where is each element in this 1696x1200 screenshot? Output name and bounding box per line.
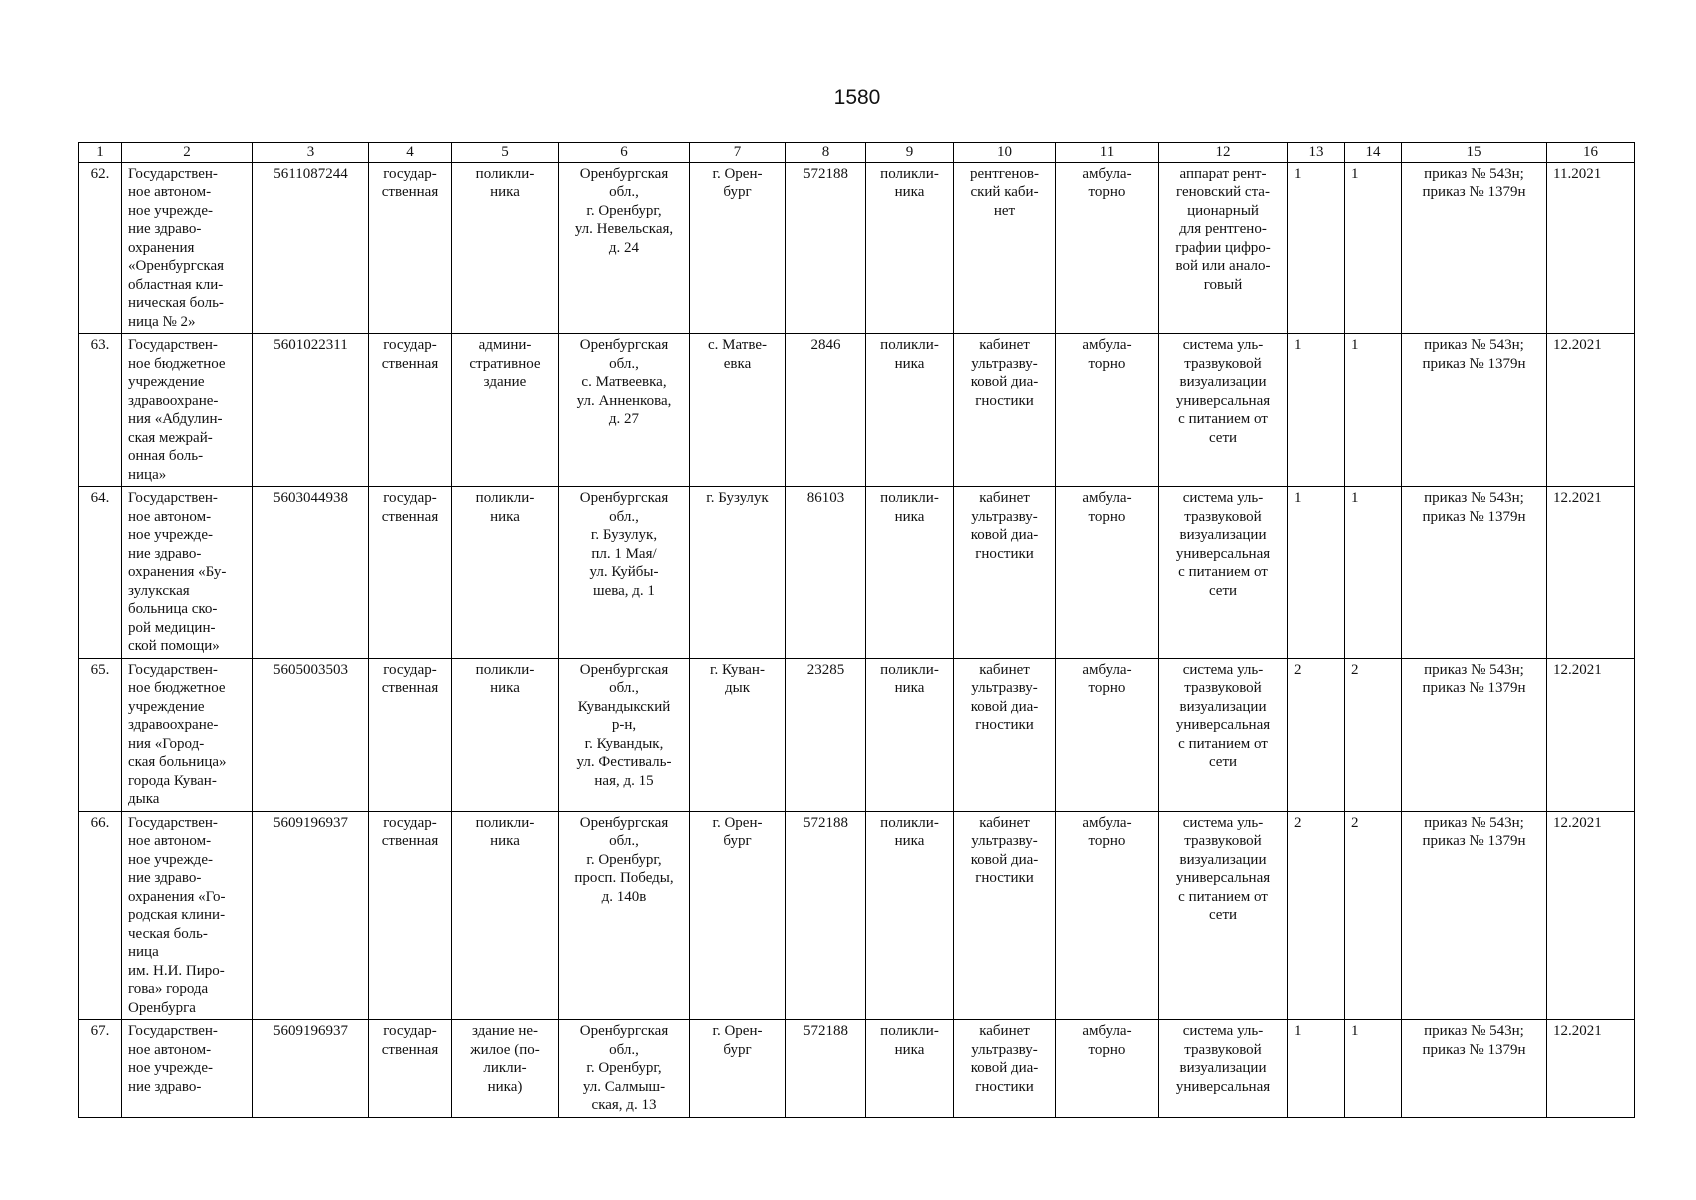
date: 12.2021	[1547, 1020, 1635, 1118]
column-header: 2	[122, 143, 253, 163]
equipment: система уль- тразвуковой визуализации универсальная с питанием от сети	[1159, 658, 1288, 811]
equipment: система уль- тразвуковой визуализации универсальная с питанием от сети	[1159, 334, 1288, 487]
unit: поликли- ника	[866, 811, 954, 1020]
ownership: государ- ственная	[369, 334, 452, 487]
care-type: амбула- торно	[1056, 658, 1159, 811]
building-type: админи- стративное здание	[452, 334, 559, 487]
care-type: амбула- торно	[1056, 1020, 1159, 1118]
room: кабинет ультразву- ковой диа- гностики	[954, 487, 1056, 659]
orders: приказ № 543н; приказ № 1379н	[1402, 658, 1547, 811]
quantity-14: 1	[1345, 334, 1402, 487]
locality: г. Орен- бург	[690, 1020, 786, 1118]
orders: приказ № 543н; приказ № 1379н	[1402, 811, 1547, 1020]
orders: приказ № 543н; приказ № 1379н	[1402, 162, 1547, 334]
quantity-13: 1	[1288, 162, 1345, 334]
date: 12.2021	[1547, 334, 1635, 487]
locality: г. Куван- дык	[690, 658, 786, 811]
date: 11.2021	[1547, 162, 1635, 334]
column-header: 7	[690, 143, 786, 163]
header-row	[79, 143, 1635, 163]
row-number: 65.	[79, 658, 122, 811]
inn: 5601022311	[253, 334, 369, 487]
ownership: государ- ственная	[369, 162, 452, 334]
orders: приказ № 543н; приказ № 1379н	[1402, 334, 1547, 487]
building-type: поликли- ника	[452, 487, 559, 659]
locality: с. Матве- евка	[690, 334, 786, 487]
column-header: 6	[559, 143, 690, 163]
care-type: амбула- торно	[1056, 334, 1159, 487]
column-header: 12	[1159, 143, 1288, 163]
unit: поликли- ника	[866, 1020, 954, 1118]
column-header: 9	[866, 143, 954, 163]
column-header: 13	[1288, 143, 1345, 163]
locality: г. Орен- бург	[690, 162, 786, 334]
quantity-14: 1	[1345, 162, 1402, 334]
building-type: здание не- жилое (по- ликли- ника)	[452, 1020, 559, 1118]
care-type: амбула- торно	[1056, 162, 1159, 334]
row-number: 67.	[79, 1020, 122, 1118]
table-row	[79, 334, 1635, 487]
room: кабинет ультразву- ковой диа- гностики	[954, 811, 1056, 1020]
registry-table	[78, 142, 1635, 1118]
row-number: 64.	[79, 487, 122, 659]
date: 12.2021	[1547, 658, 1635, 811]
orders: приказ № 543н; приказ № 1379н	[1402, 487, 1547, 659]
building-type: поликли- ника	[452, 658, 559, 811]
room: кабинет ультразву- ковой диа- гностики	[954, 334, 1056, 487]
population: 572188	[786, 1020, 866, 1118]
care-type: амбула- торно	[1056, 811, 1159, 1020]
table-row	[79, 487, 1635, 659]
inn: 5605003503	[253, 658, 369, 811]
ownership: государ- ственная	[369, 658, 452, 811]
unit: поликли- ника	[866, 487, 954, 659]
column-header: 15	[1402, 143, 1547, 163]
organization-name: Государствен- ное автоном- ное учрежде- ние здраво- охранения «Го- родская клини- ческая боль- ница им. Н.И. Пиро- гова» города Оренбурга	[122, 811, 253, 1020]
equipment: система уль- тразвуковой визуализации универсальная с питанием от сети	[1159, 811, 1288, 1020]
unit: поликли- ника	[866, 334, 954, 487]
quantity-13: 1	[1288, 334, 1345, 487]
table-row	[79, 811, 1635, 1020]
date: 12.2021	[1547, 811, 1635, 1020]
row-number: 66.	[79, 811, 122, 1020]
table-row	[79, 162, 1635, 334]
column-header: 1	[79, 143, 122, 163]
unit: поликли- ника	[866, 162, 954, 334]
column-header: 11	[1056, 143, 1159, 163]
population: 572188	[786, 811, 866, 1020]
locality: г. Орен- бург	[690, 811, 786, 1020]
population: 572188	[786, 162, 866, 334]
unit: поликли- ника	[866, 658, 954, 811]
room: рентгенов- ский каби- нет	[954, 162, 1056, 334]
ownership: государ- ственная	[369, 811, 452, 1020]
population: 86103	[786, 487, 866, 659]
locality: г. Бузулук	[690, 487, 786, 659]
address: Оренбургская обл., г. Оренбург, просп. Победы, д. 140в	[559, 811, 690, 1020]
population: 2846	[786, 334, 866, 487]
quantity-13: 1	[1288, 1020, 1345, 1118]
row-number: 62.	[79, 162, 122, 334]
table-row	[79, 658, 1635, 811]
address: Оренбургская обл., г. Оренбург, ул. Салмыш- ская, д. 13	[559, 1020, 690, 1118]
inn: 5609196937	[253, 811, 369, 1020]
orders: приказ № 543н; приказ № 1379н	[1402, 1020, 1547, 1118]
organization-name: Государствен- ное бюджетное учреждение здравоохране- ния «Абдулин- ская межрай- онная боль- ница»	[122, 334, 253, 487]
organization-name: Государствен- ное автоном- ное учрежде- ние здраво- охранения «Бу- зулукская больница ско- рой медицин- ской помощи»	[122, 487, 253, 659]
organization-name: Государствен- ное автоном- ное учрежде- ние здраво- охранения «Оренбургская областная кли- ническая боль- ница № 2»	[122, 162, 253, 334]
ownership: государ- ственная	[369, 487, 452, 659]
ownership: государ- ственная	[369, 1020, 452, 1118]
quantity-13: 2	[1288, 658, 1345, 811]
address: Оренбургская обл., г. Бузулук, пл. 1 Мая/ ул. Куйбы- шева, д. 1	[559, 487, 690, 659]
inn: 5603044938	[253, 487, 369, 659]
care-type: амбула- торно	[1056, 487, 1159, 659]
room: кабинет ультразву- ковой диа- гностики	[954, 658, 1056, 811]
address: Оренбургская обл., Кувандыкский р-н, г. Кувандык, ул. Фестиваль- ная, д. 15	[559, 658, 690, 811]
column-header: 14	[1345, 143, 1402, 163]
inn: 5609196937	[253, 1020, 369, 1118]
table-row	[79, 1020, 1635, 1118]
column-header: 8	[786, 143, 866, 163]
quantity-14: 2	[1345, 658, 1402, 811]
address: Оренбургская обл., с. Матвеевка, ул. Анненкова, д. 27	[559, 334, 690, 487]
population: 23285	[786, 658, 866, 811]
inn: 5611087244	[253, 162, 369, 334]
address: Оренбургская обл., г. Оренбург, ул. Невельская, д. 24	[559, 162, 690, 334]
date: 12.2021	[1547, 487, 1635, 659]
quantity-14: 1	[1345, 1020, 1402, 1118]
row-number: 63.	[79, 334, 122, 487]
organization-name: Государствен- ное бюджетное учреждение здравоохране- ния «Город- ская больница» города Куван- дыка	[122, 658, 253, 811]
quantity-14: 2	[1345, 811, 1402, 1020]
equipment: аппарат рент- геновский ста- ционарный для рентгено- графии цифро- вой или анало- говый	[1159, 162, 1288, 334]
equipment: система уль- тразвуковой визуализации универсальная	[1159, 1020, 1288, 1118]
quantity-13: 1	[1288, 487, 1345, 659]
column-header: 4	[369, 143, 452, 163]
column-header: 16	[1547, 143, 1635, 163]
quantity-13: 2	[1288, 811, 1345, 1020]
page-number: 1580	[833, 86, 881, 109]
building-type: поликли- ника	[452, 811, 559, 1020]
organization-name: Государствен- ное автоном- ное учрежде- ние здраво-	[122, 1020, 253, 1118]
building-type: поликли- ника	[452, 162, 559, 334]
quantity-14: 1	[1345, 487, 1402, 659]
room: кабинет ультразву- ковой диа- гностики	[954, 1020, 1056, 1118]
column-header: 10	[954, 143, 1056, 163]
column-header: 5	[452, 143, 559, 163]
equipment: система уль- тразвуковой визуализации универсальная с питанием от сети	[1159, 487, 1288, 659]
column-header: 3	[253, 143, 369, 163]
